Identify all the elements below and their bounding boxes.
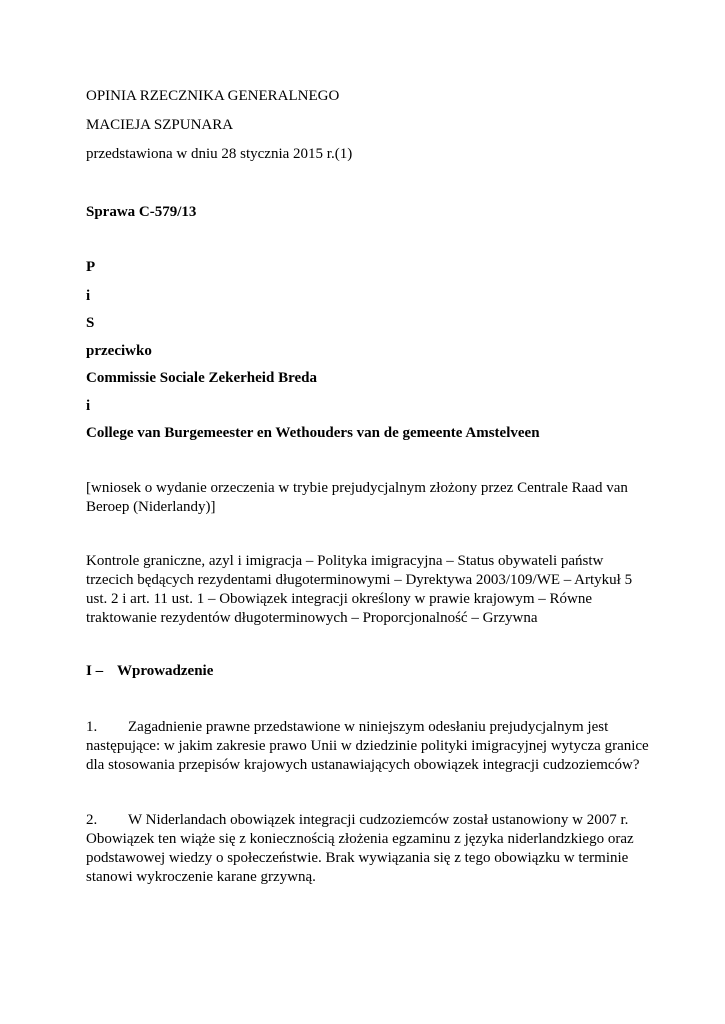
keywords-line-4: traktowanie rezydentów długoterminowych – Proporcjonalność – Grzywna — [86, 610, 538, 626]
opinion-title: OPINIA RZECZNIKA GENERALNEGO — [86, 88, 340, 104]
section-heading — [86, 662, 213, 681]
section-number: I – — [86, 663, 104, 679]
paragraph-line: W Niderlandach obowiązek integracji cudzoziemców został ustanowiony w 2007 r. — [128, 812, 629, 828]
paragraph-1 — [86, 718, 649, 775]
party-p: P — [86, 259, 96, 275]
advocate-general-name: MACIEJA SZPUNARA — [86, 117, 234, 133]
keywords-line-2: trzecich będących rezydentami długoterminowymi – Dyrektywa 2003/109/WE – Artykuł 5 — [86, 572, 633, 588]
conjunction-i-second: i — [86, 398, 91, 414]
reference-block — [86, 479, 646, 517]
defendant-commissie: Commissie Sociale Zekerheid Breda — [86, 370, 317, 386]
paragraph-line: dla stosowania przepisów krajowych ustanawiających obowiązek integracji cudzoziemców? — [86, 757, 640, 773]
keywords-line-1: Kontrole graniczne, azyl i imigracja – Polityka imigracyjna – Status obywateli państw — [86, 553, 604, 569]
conjunction-i-first: i — [86, 288, 91, 304]
keywords-line-3: ust. 2 i art. 11 ust. 1 – Obowiązek integracji określony w prawie krajowym – Równe — [86, 591, 593, 607]
reference-line-1: [wniosek o wydanie orzeczenia w trybie prejudycjalnym złożony przez Centrale Raad van — [86, 480, 628, 496]
defendant-college: College van Burgemeester en Wethouders van de gemeente Amstelveen — [86, 425, 540, 441]
paragraph-line: Zagadnienie prawne przedstawione w niniejszym odesłaniu prejudycjalnym jest — [128, 719, 609, 735]
paragraph-line: podstawowej wiedzy o społeczeństwie. Brak wywiązania się z tego obowiązku w terminie — [86, 850, 629, 866]
case-number: Sprawa C‑579/13 — [86, 204, 197, 220]
section-title: Wprowadzenie — [117, 663, 214, 679]
paragraph-number: 2. — [86, 812, 98, 828]
keywords-block — [86, 552, 646, 628]
paragraph-line: stanowi wykroczenie karane grzywną. — [86, 869, 316, 885]
party-s: S — [86, 315, 95, 331]
paragraph-2 — [86, 811, 646, 887]
reference-line-2: Beroep (Niderlandy)] — [86, 499, 216, 515]
versus-label: przeciwko — [86, 343, 152, 359]
presented-date: przedstawiona w dniu 28 stycznia 2015 r.(1) — [86, 146, 353, 162]
paragraph-number: 1. — [86, 719, 98, 735]
paragraph-line: następujące: w jakim zakresie prawo Unii w dziedzinie polityki imigracyjnej wytycza granice — [86, 738, 649, 754]
paragraph-line: Obowiązek ten wiąże się z koniecznością złożenia egzaminu z języka niderlandzkiego oraz — [86, 831, 634, 847]
